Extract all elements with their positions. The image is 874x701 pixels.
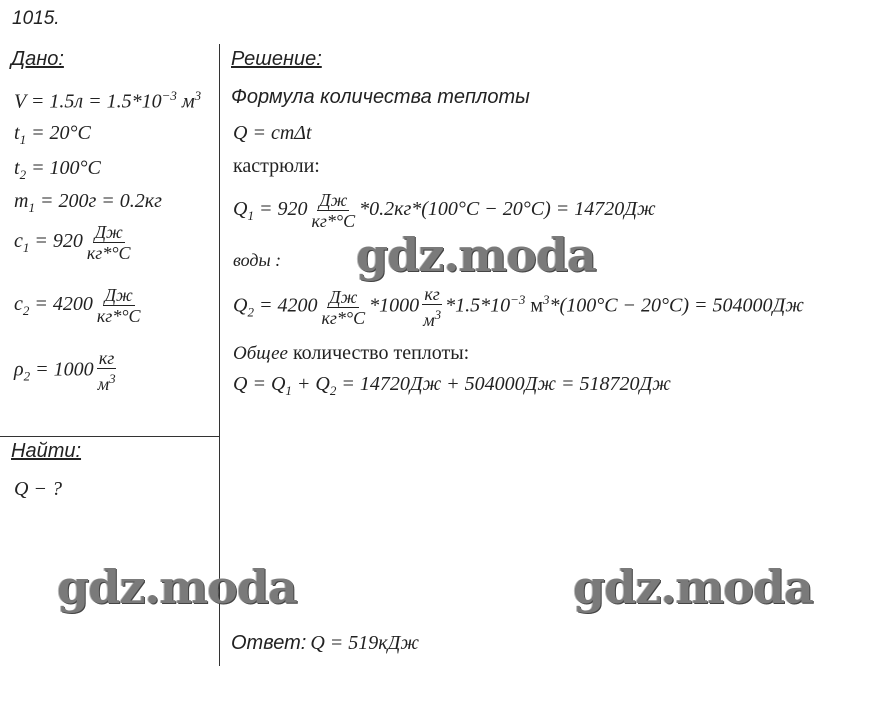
water-label: воды : [233,250,282,270]
given-t1: $t_1 = 20^\circ C$ [14,122,91,147]
given-m1: $m_1 = 200г = 0.2кг$ [14,190,162,215]
problem-number: 1015. [12,8,60,29]
horizontal-divider [0,436,219,437]
given-heading: Дано: [11,48,64,70]
find-heading: Найти: [11,440,82,462]
equation-total: $Q = Q_1 + Q_2 = 14720Дж + 504000Дж = 518720Дж$ [233,373,671,398]
given-volume: $V = 1.5л = 1.5*10^{-3}$ $м^3$ [14,88,202,113]
total-label: Общее количество теплоты: [233,342,470,364]
watermark-top: gdz.moda [356,228,596,282]
equation-q2: $Q_2 = 4200$ $\frac{Дж}{кг*^\circ C}$ *1000 $\frac{кг}{м^3}$ $*1.5*10^{-3}$ $м^3*(100^\circ C - 20^\circ C) = 504000Дж$ [233,284,804,330]
answer-line: Ответ: Q = 519кДж [231,632,419,654]
formula: Q = cmΔt [233,122,312,144]
watermark-bottom-right: gdz.moda [573,560,813,614]
pot-label: кастрюли: [233,155,320,177]
given-rho2: $\rho_2 = 1000$ $\frac{кг}{м^3}$ [14,348,116,394]
find-value: Q − ? [14,478,62,500]
given-t2: $t_2 = 100^\circ C$ [14,157,101,182]
formula-title: Формула количества теплоты [231,86,530,108]
solution-heading: Решение: [231,48,322,70]
watermark-bottom-left: gdz.moda [57,560,297,614]
given-c2: $c_2 = 4200$ $\frac{Дж}{кг*^\circ C}$ [14,285,141,326]
given-c1: $c_1 = 920$ $\frac{Дж}{кг*^\circ C}$ [14,222,131,263]
equation-q1: $Q_1 = 920$ $\frac{Дж}{кг*^\circ C}$ *0.2кг*(100°C − 20°C) = 14720Дж [233,190,656,231]
